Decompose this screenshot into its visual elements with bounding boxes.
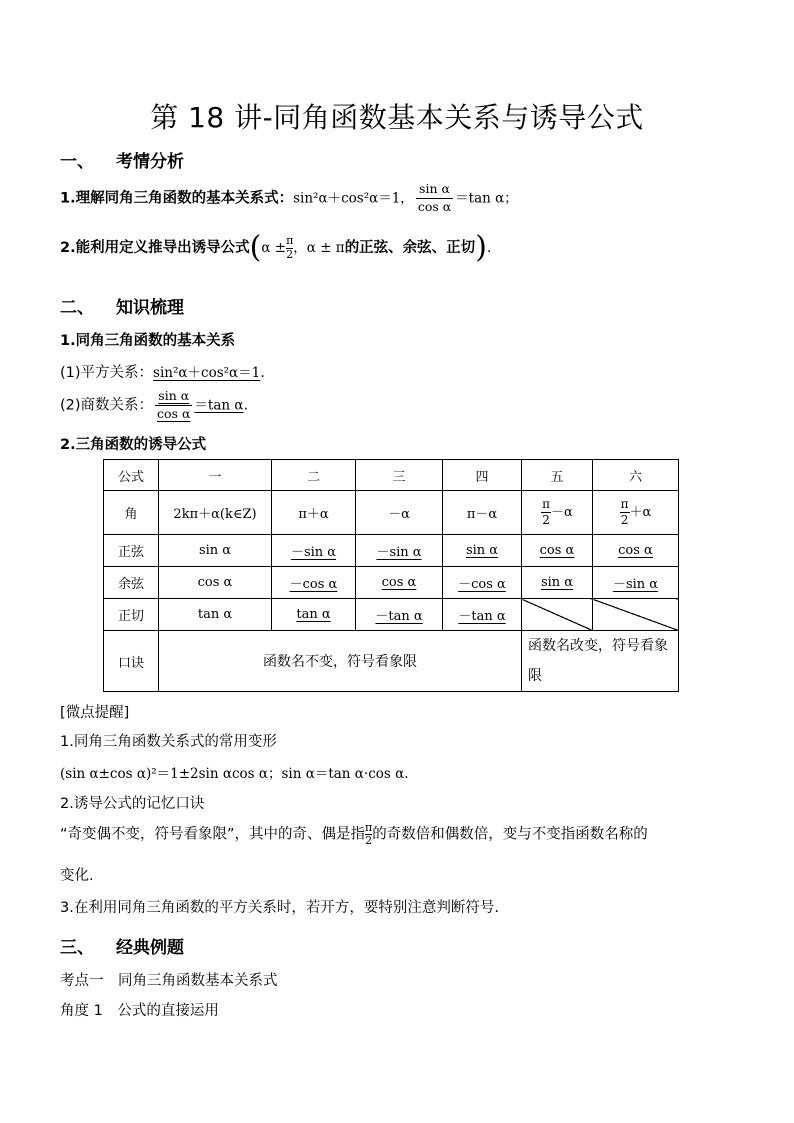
left-paren: ( xyxy=(249,230,262,265)
pi-denominator: 2 xyxy=(365,834,373,848)
table-cell xyxy=(593,567,679,599)
tip-1-formula: (sin α±cos α)²＝1±2sin αcos α；sin α＝tan α·cos α. xyxy=(60,766,409,782)
pi-denominator: 2 xyxy=(620,513,629,527)
right-paren: ) xyxy=(475,230,487,265)
cell-value: tan α xyxy=(296,607,331,622)
pi-numerator: π xyxy=(286,234,294,248)
diagonal-empty-cell xyxy=(593,599,679,631)
tip-2-text xyxy=(60,822,648,847)
table-cell: sin α xyxy=(159,535,272,567)
pi-numerator: π xyxy=(365,821,373,834)
row-label-sin: 正弦 xyxy=(104,535,159,567)
cell-value: －cos α xyxy=(458,577,506,592)
tip-1: 1.同角三角函数关系式的常用变形 xyxy=(60,734,277,750)
pi-denominator: 2 xyxy=(286,247,294,261)
table-row-tan xyxy=(104,599,679,631)
table-row-cos xyxy=(104,567,679,599)
quotient-relation-label: (2)商数关系： xyxy=(60,397,154,414)
table-cell xyxy=(443,535,522,567)
cell-value: －sin α xyxy=(290,545,337,560)
pi-denominator: 2 xyxy=(542,513,550,527)
fraction-numerator: sin α xyxy=(155,388,192,406)
table-header-row xyxy=(104,460,679,491)
cell-value: －tan α xyxy=(458,609,506,624)
angle-rest: ＋α xyxy=(629,505,652,520)
square-relation-label: (1)平方关系： xyxy=(60,365,154,381)
table-header-cell: 六 xyxy=(593,460,679,491)
quotient-relation-end: . xyxy=(243,397,249,414)
s1-item-1-fraction xyxy=(416,181,453,216)
table-cell: π＋α xyxy=(272,491,356,535)
table-cell: tan α xyxy=(159,599,272,631)
cell-value: cos α xyxy=(381,575,417,590)
table-cell xyxy=(593,535,679,567)
section-2-heading: 知识梳理 xyxy=(116,298,184,318)
row-label-cos: 余弦 xyxy=(104,567,159,599)
cell-value: －sin α xyxy=(376,545,422,560)
kaodian-1: 考点一 同角三角函数基本关系式 xyxy=(60,973,278,989)
pi-over-2 xyxy=(620,497,630,528)
s1-item-2-prefix: 2.能利用定义推导出诱导公式 xyxy=(60,240,250,256)
pi-over-2 xyxy=(541,497,551,528)
cell-value: sin α xyxy=(465,543,499,558)
table-header-cell: 五 xyxy=(522,460,593,491)
cell-value: cos α xyxy=(539,543,575,558)
fraction-denominator: cos α xyxy=(157,405,191,421)
s1-item-2-rest: ，α ± π xyxy=(293,240,345,256)
s1-item-1-formula: sin²α＋cos²α＝1， xyxy=(293,190,414,207)
table-cell xyxy=(356,567,443,599)
section-3-heading: 经典例题 xyxy=(116,938,184,958)
table-row-sin xyxy=(104,535,679,567)
jiaodu-1: 角度 1 公式的直接运用 xyxy=(60,1003,219,1019)
quotient-fraction xyxy=(155,388,192,423)
fraction-denominator: cos α xyxy=(417,198,452,214)
table-cell xyxy=(522,491,593,535)
s2-sub-1: 1.同角三角函数的基本关系 xyxy=(60,333,236,349)
induction-formula-table xyxy=(103,459,679,692)
pi-numerator: π xyxy=(542,497,551,511)
table-cell: cos α xyxy=(159,567,272,599)
s1-item-1-tail: ＝tan α； xyxy=(455,190,518,207)
pi-numerator: π xyxy=(620,497,629,511)
table-cell xyxy=(443,567,522,599)
tips-heading: [微点提醒] xyxy=(60,705,130,721)
koujue-cell-2: 函数名改变，符号看象限 xyxy=(522,631,679,692)
koujue-cell-1: 函数名不变，符号看象限 xyxy=(159,631,522,692)
tip-2-text-a: “奇变偶不变，符号看象限”，其中的奇、偶是指 xyxy=(60,826,366,843)
s1-item-2-alpha: α ± xyxy=(261,240,287,256)
tip-2-text-c: 变化. xyxy=(60,868,94,884)
cell-value: －tan α xyxy=(375,609,423,624)
table-cell xyxy=(356,535,443,567)
section-1-number: 一、 xyxy=(60,152,94,172)
table-header-cell: 四 xyxy=(443,460,522,491)
table-cell: －α xyxy=(356,491,443,535)
square-relation xyxy=(60,361,265,382)
s1-item-2-tail: 的正弦、余弦、正切 xyxy=(344,240,476,256)
tip-2-text-b: 的奇数倍和偶数倍，变与不变指函数名称的 xyxy=(372,826,648,843)
row-label-koujue: 口诀 xyxy=(104,631,159,692)
table-cell xyxy=(356,599,443,631)
table-header-cell: 公式 xyxy=(104,460,159,491)
row-label-tan: 正切 xyxy=(104,599,159,631)
row-label-angle: 角 xyxy=(104,491,159,535)
table-cell xyxy=(522,567,593,599)
table-cell: 2kπ＋α(k∈Z) xyxy=(159,491,272,535)
tip-3: 3.在利用同角三角函数的平方关系时，若开方，要特别注意判断符号. xyxy=(60,900,499,916)
table-cell xyxy=(593,491,679,535)
square-relation-end: . xyxy=(260,365,265,381)
section-3-number: 三、 xyxy=(60,938,94,958)
fraction-numerator: sin α xyxy=(416,181,453,199)
tip-2: 2.诱导公式的记忆口诀 xyxy=(60,796,205,812)
table-cell: π－α xyxy=(443,491,522,535)
square-relation-formula: sin²α＋cos²α＝1 xyxy=(153,365,261,381)
diagonal-empty-cell xyxy=(522,599,593,631)
table-header-cell: 一 xyxy=(159,460,272,491)
table-row-koujue xyxy=(104,631,679,692)
cell-value: －cos α xyxy=(289,577,338,592)
table-header-cell: 二 xyxy=(272,460,356,491)
table-cell xyxy=(272,599,356,631)
cell-value: sin α xyxy=(540,575,574,590)
page-title: 第 18 讲-同角函数基本关系与诱导公式 xyxy=(150,101,644,134)
table-cell xyxy=(272,535,356,567)
angle-rest: －α xyxy=(551,505,573,520)
cell-value: －sin α xyxy=(612,577,659,592)
table-header-cell: 三 xyxy=(356,460,443,491)
s2-sub-2: 2.三角函数的诱导公式 xyxy=(60,437,207,453)
s1-item-1 xyxy=(60,181,518,216)
cell-value: cos α xyxy=(618,543,653,558)
table-cell xyxy=(272,567,356,599)
quotient-relation-eq: ＝tan α xyxy=(194,397,244,414)
section-1-heading: 考情分析 xyxy=(116,152,184,172)
table-cell xyxy=(522,535,593,567)
s1-item-1-prefix: 1.理解同角三角函数的基本关系式： xyxy=(60,190,294,207)
table-row-angle xyxy=(104,491,679,535)
s1-item-2 xyxy=(60,230,492,265)
s1-item-2-end: . xyxy=(486,240,492,256)
table-cell xyxy=(443,599,522,631)
quotient-relation xyxy=(60,388,248,423)
section-2-number: 二、 xyxy=(60,298,94,318)
